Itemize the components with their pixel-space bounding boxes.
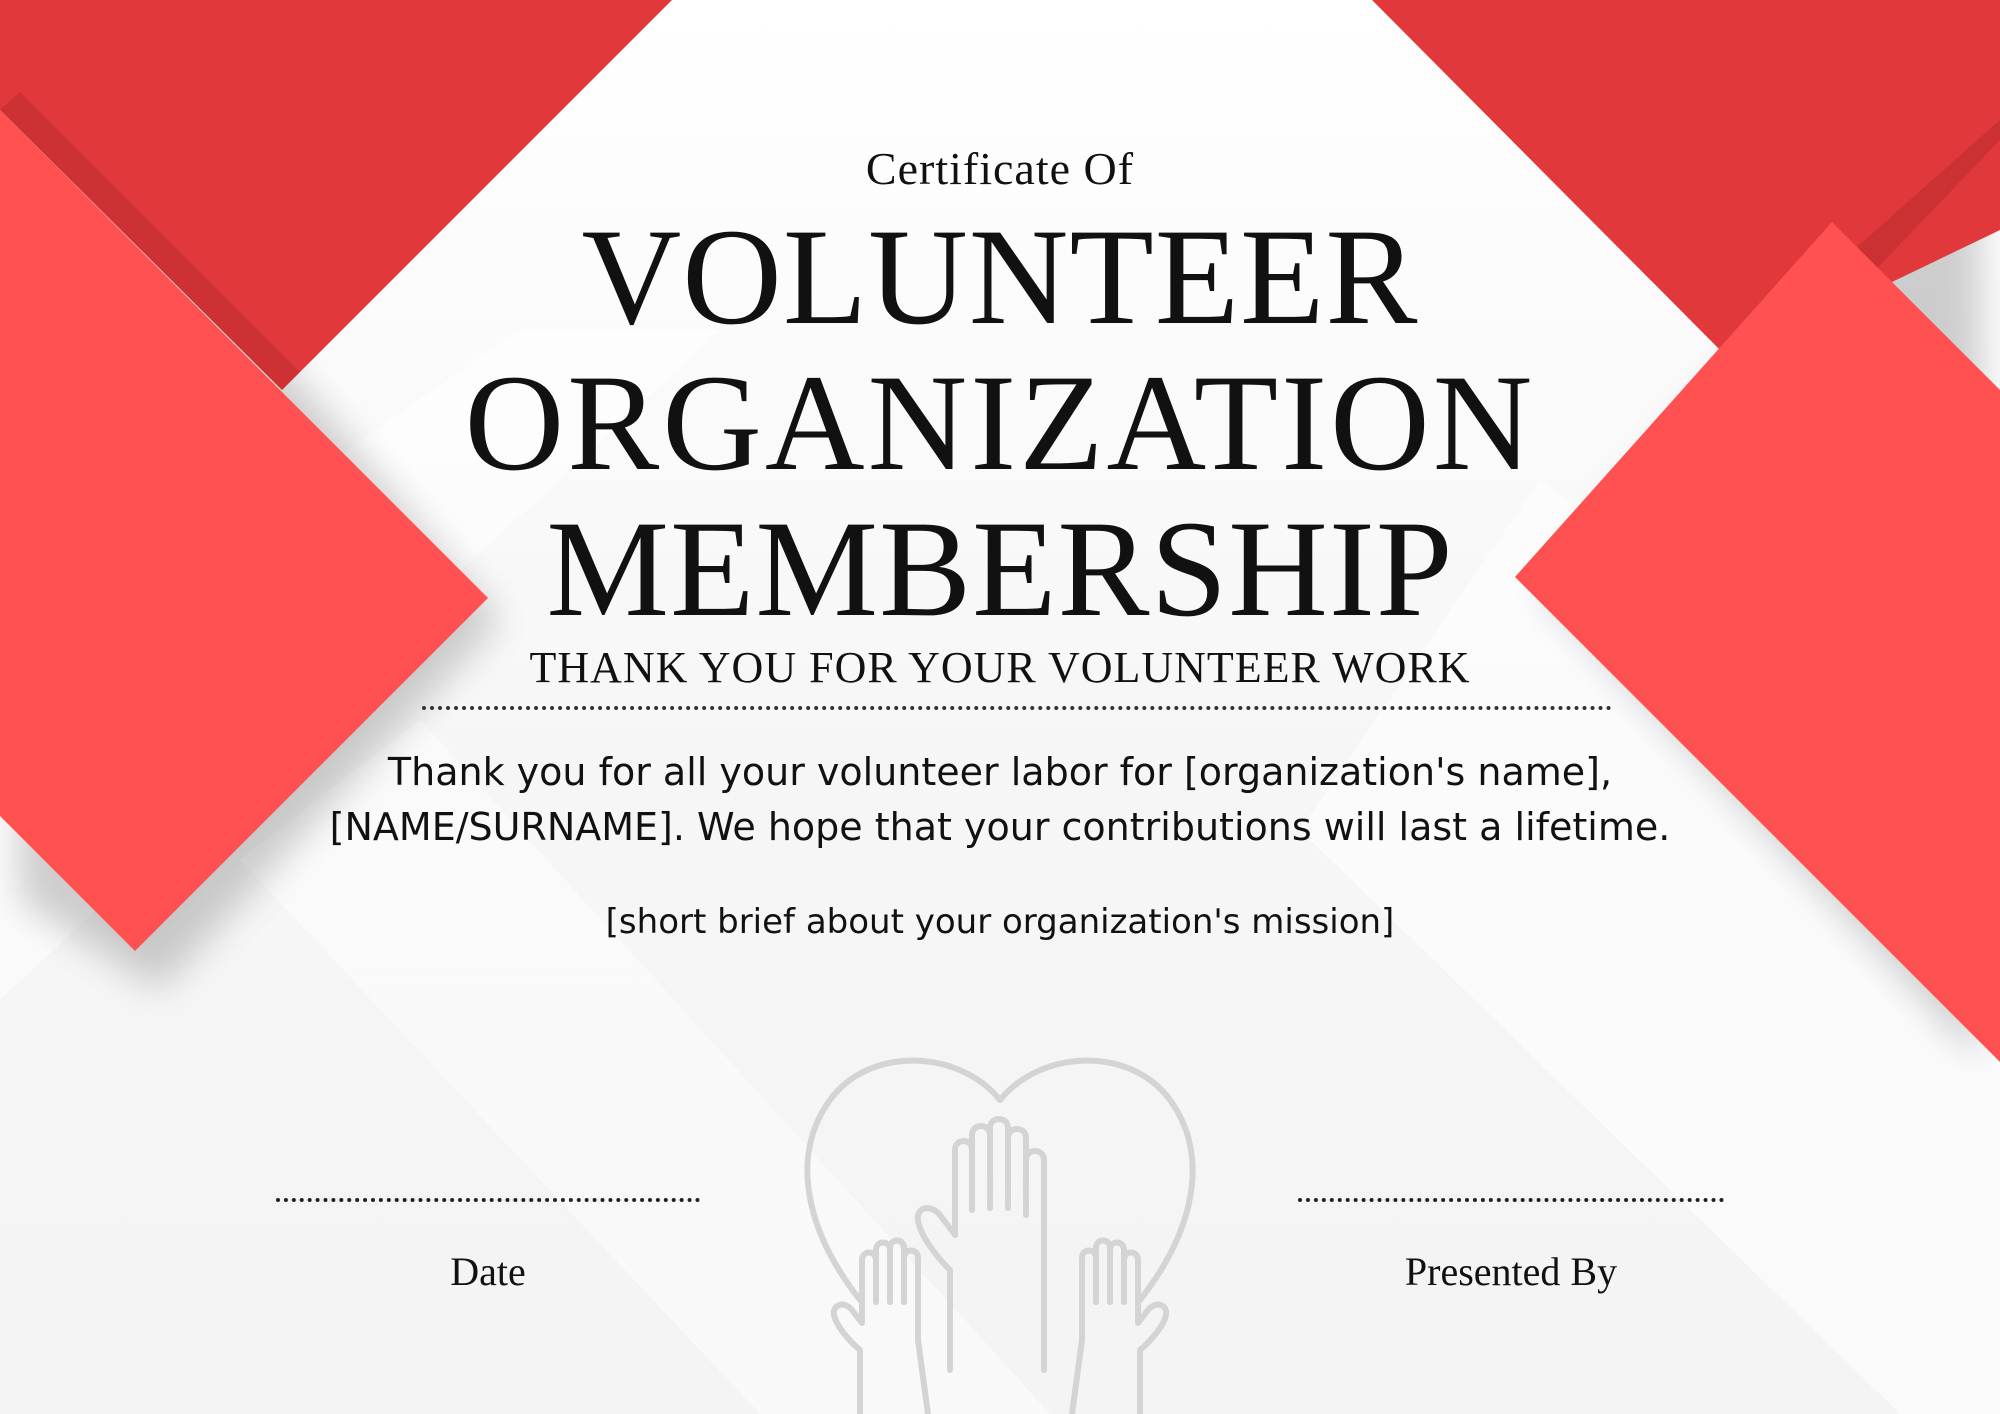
title-divider [422,706,1612,710]
date-signature-line [276,1198,700,1202]
date-label: Date [450,1249,526,1294]
title-line-1: VOLUNTEER [581,200,1419,353]
mission-text: [short brief about your organization's mission] [605,902,1395,942]
title-line-3: MEMBERSHIP [546,492,1454,645]
body-line-1: Thank you for all your volunteer labor for [organization's name], [387,750,1613,794]
title-line-2: ORGANIZATION [464,346,1536,499]
subtitle: THANK YOU FOR YOUR VOLUNTEER WORK [529,643,1471,692]
presented-by-label: Presented By [1404,1249,1618,1294]
presenter-signature-line [1298,1198,1724,1202]
body-paragraph [0,745,2000,855]
body-line-2: [NAME/SURNAME]. We hope that your contributions will last a lifetime. [329,805,1671,849]
heart-with-raised-hands-icon [760,1040,1240,1414]
certificate-of-text: Certificate Of [865,143,1135,194]
